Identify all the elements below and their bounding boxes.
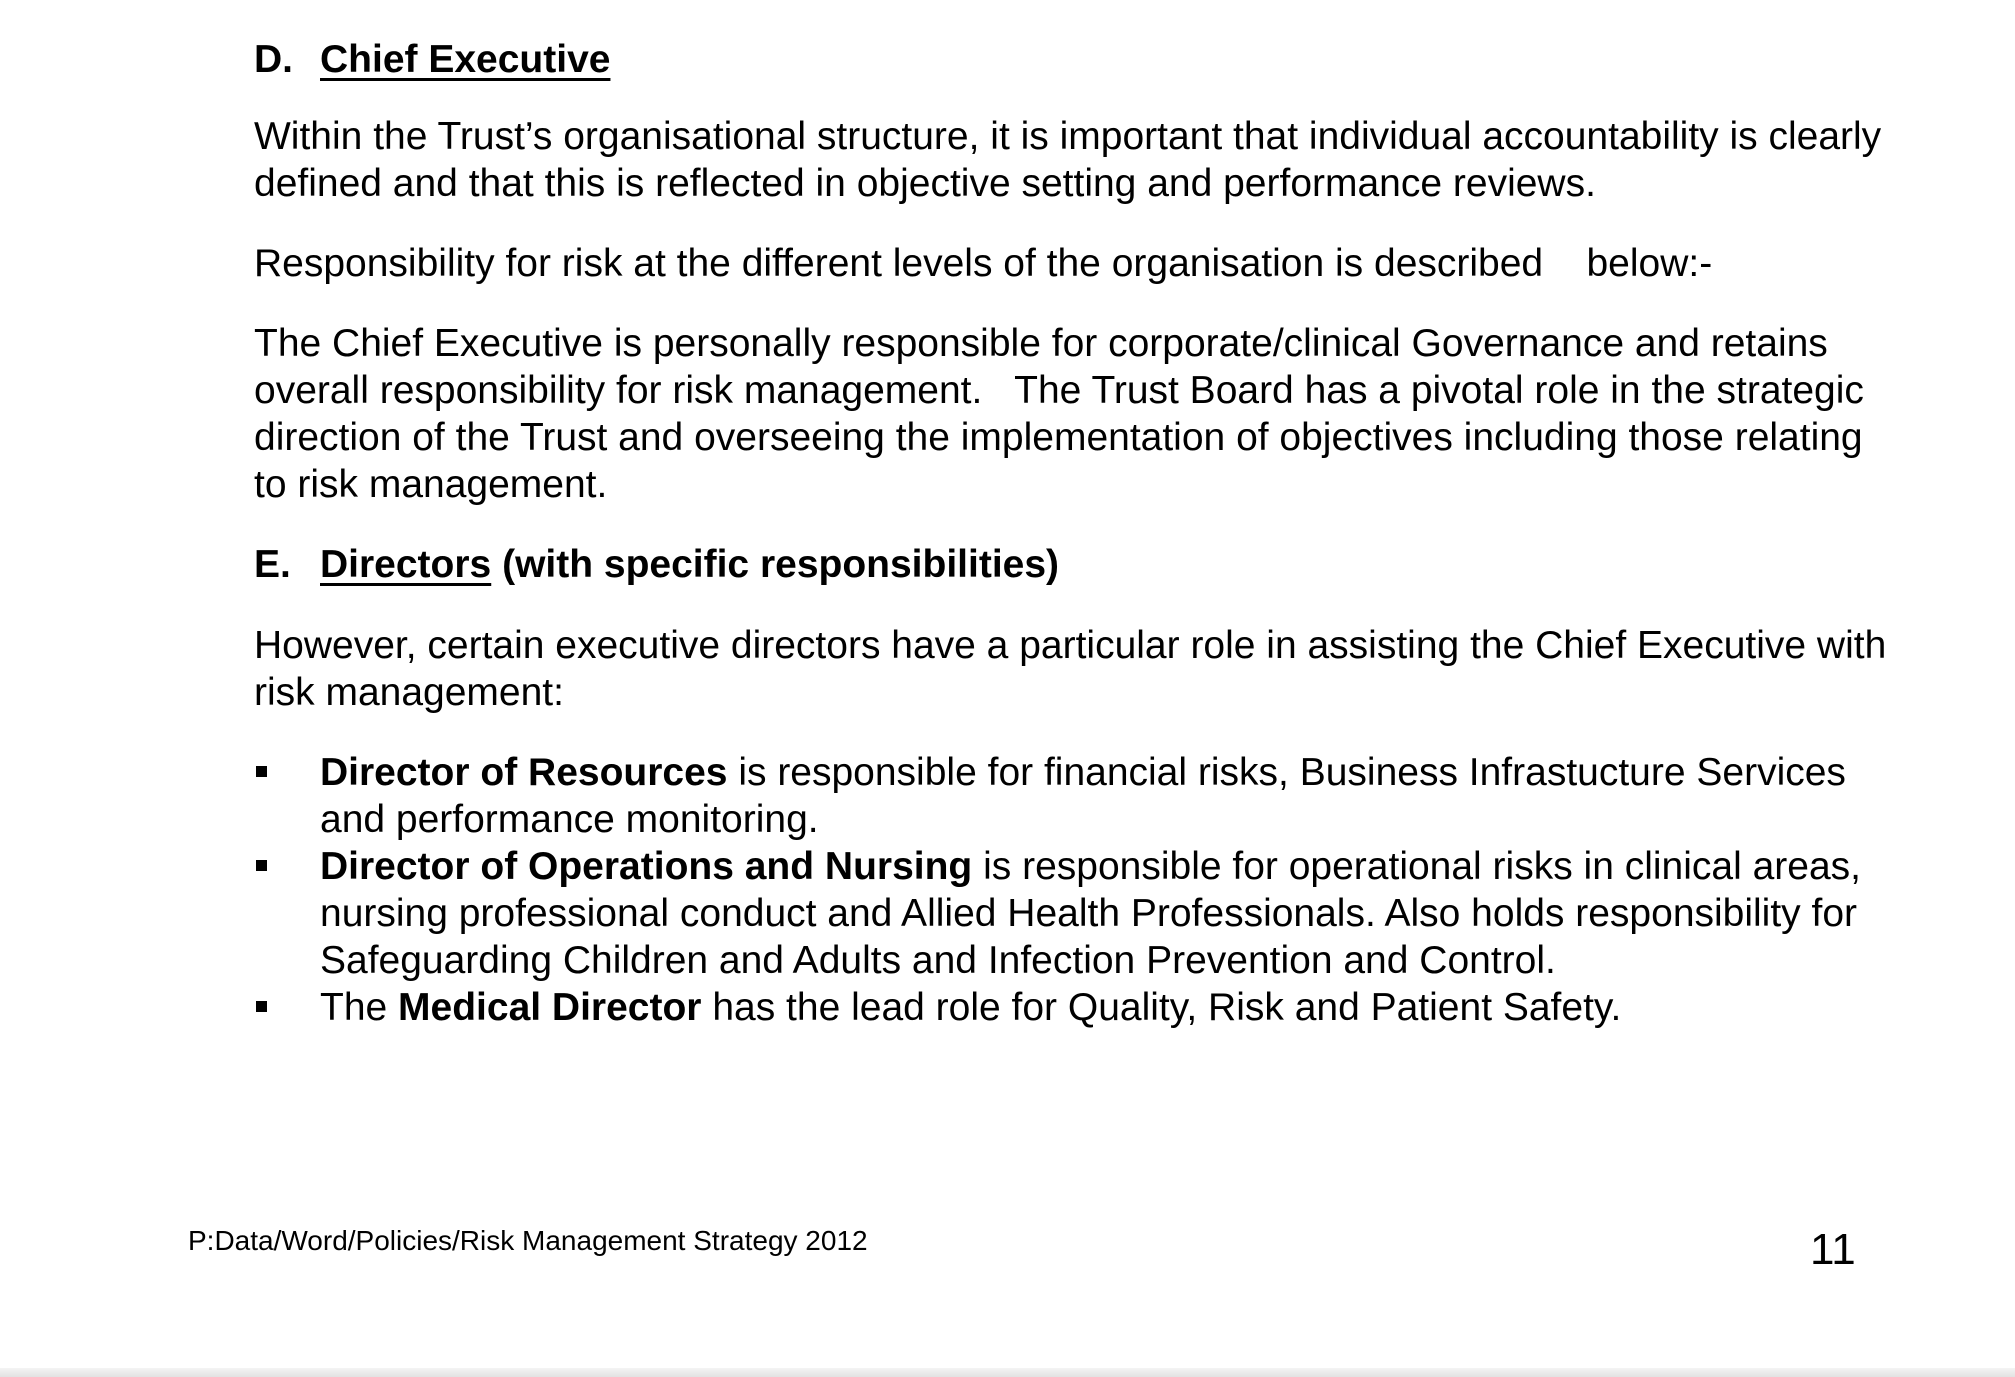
list-item-prefix: The bbox=[320, 986, 388, 1029]
section-d-paragraph-3-b: The Trust Board has a pivotal role in the strategic direction of the Trust and overseeing the implementation of objectives including those relating to risk management. bbox=[254, 369, 1864, 506]
list-item-director-of-resources bbox=[254, 749, 1894, 843]
section-e-letter: E. bbox=[254, 543, 291, 586]
page-content bbox=[254, 36, 1894, 1031]
list-item-bold: Director of Operations and Nursing bbox=[320, 845, 973, 888]
section-d-paragraph-3-a: The Chief Executive is personally responsible for corporate/clinical Governance and retains overall responsibility for risk management. bbox=[254, 322, 1828, 412]
page-number: 11 bbox=[1810, 1225, 1856, 1274]
director-responsibilities-list bbox=[254, 749, 1894, 1031]
section-e-title-suffix: (with specific responsibilities) bbox=[502, 543, 1060, 586]
section-d-letter: D. bbox=[254, 38, 293, 81]
list-item-text: is responsible for financial risks, Business Infrastucture Services and performance monitoring. bbox=[320, 751, 1846, 841]
square-bullet-icon bbox=[256, 1001, 267, 1012]
section-e-title: Directors bbox=[320, 543, 492, 586]
list-item-bold: Medical Director bbox=[398, 986, 702, 1029]
square-bullet-icon bbox=[256, 860, 267, 871]
section-d-paragraph-2-tail: below:- bbox=[1586, 242, 1713, 285]
section-e-title-wrap bbox=[320, 541, 1059, 588]
section-e-heading bbox=[254, 541, 1894, 588]
section-d-heading bbox=[254, 36, 1894, 83]
square-bullet-icon bbox=[256, 766, 267, 777]
section-d-title: Chief Executive bbox=[320, 38, 611, 81]
list-item-text: is responsible for operational risks in clinical areas, nursing professional conduct and Allied Health Professionals. Also holds responsibility for Safeguarding Children and Adults and Infection Prevention and Control. bbox=[320, 845, 1861, 982]
list-item-bold: Director of Resources bbox=[320, 751, 728, 794]
section-d-paragraph-2 bbox=[254, 240, 1894, 287]
list-item-text: has the lead role for Quality, Risk and Patient Safety. bbox=[712, 986, 1622, 1029]
section-d-paragraph-3 bbox=[254, 320, 1894, 508]
footer-file-path: P:Data/Word/Policies/Risk Management Strategy 2012 bbox=[188, 1225, 868, 1256]
list-item-director-of-operations bbox=[254, 843, 1894, 984]
section-d-paragraph-2-main: Responsibility for risk at the different levels of the organisation is described bbox=[254, 242, 1544, 285]
section-e-paragraph-1: However, certain executive directors have a particular role in assisting the Chief Executive with risk management: bbox=[254, 624, 1887, 714]
page-bottom-edge bbox=[0, 1368, 2015, 1377]
section-d-paragraph-1: Within the Trust’s organisational structure, it is important that individual accountability is clearly defined and that this is reflected in objective setting and performance reviews. bbox=[254, 115, 1882, 205]
list-item-medical-director bbox=[254, 984, 1894, 1031]
